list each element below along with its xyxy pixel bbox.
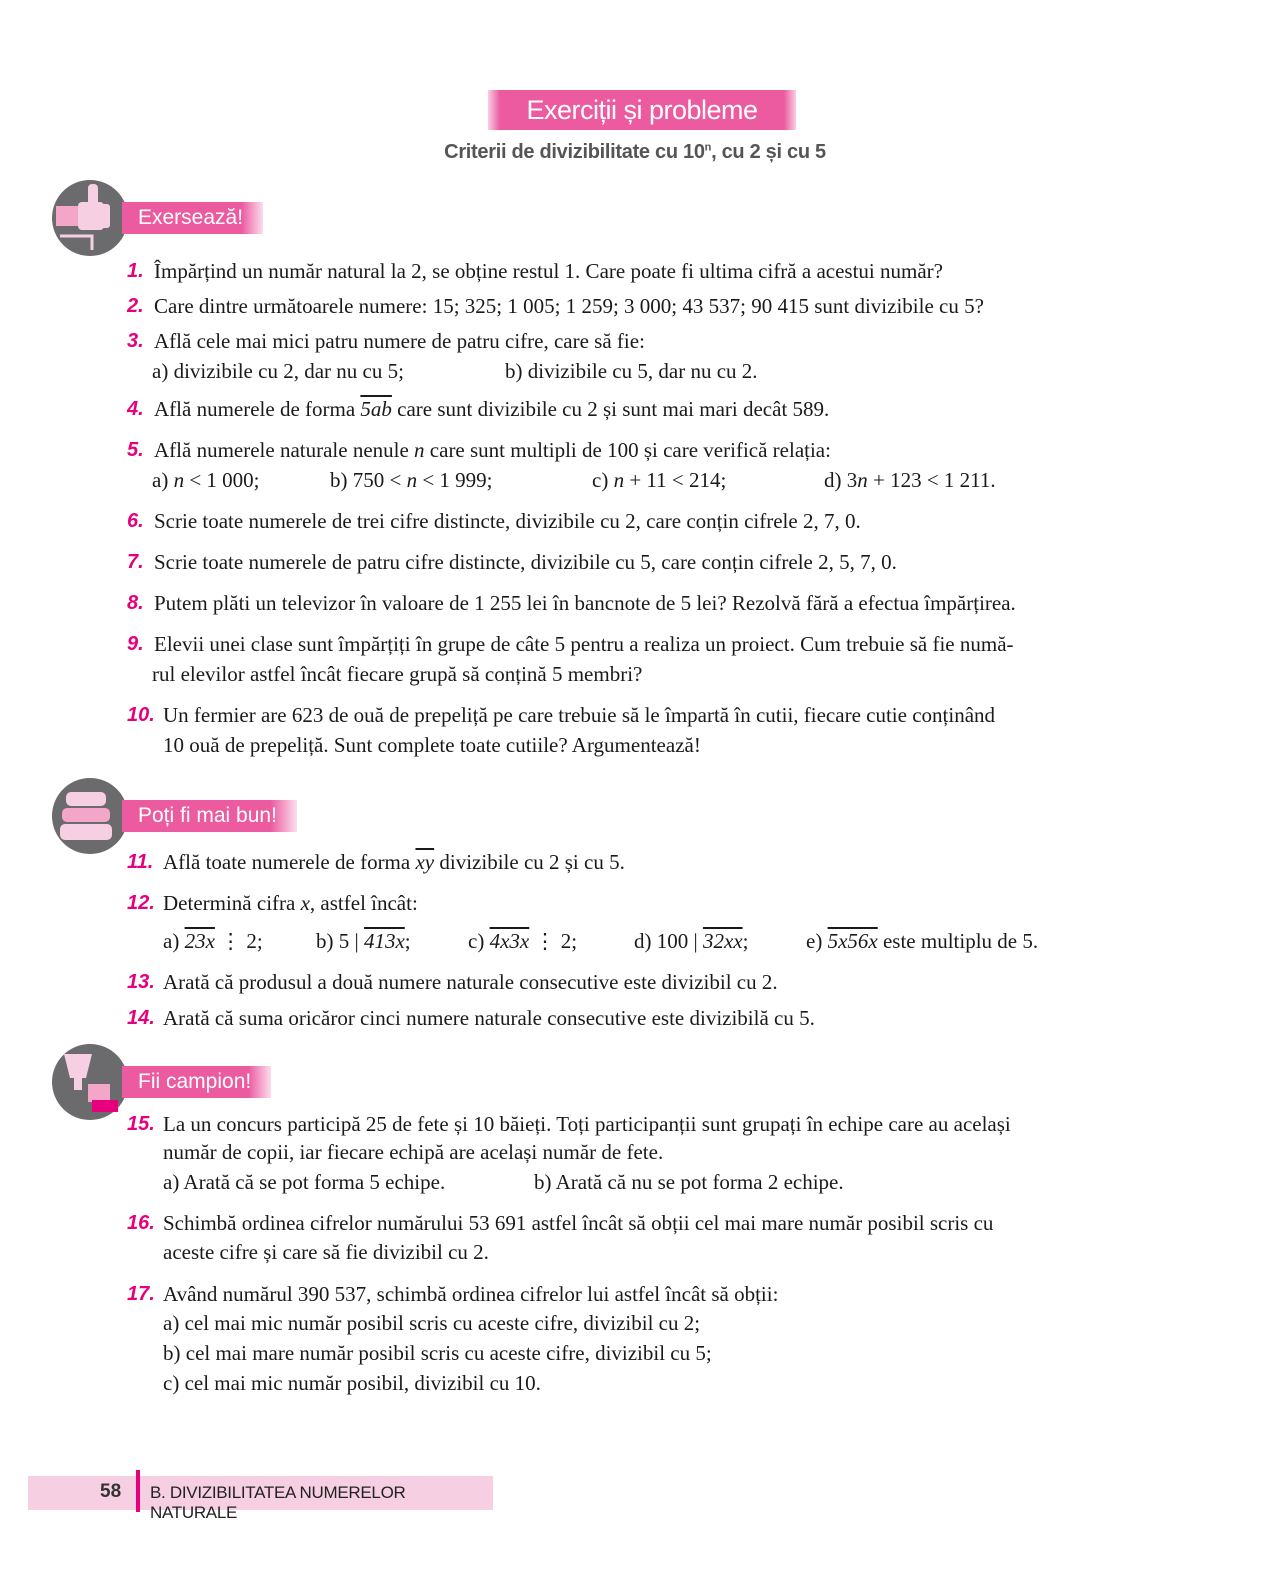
exercise-text-cell [163, 702, 995, 728]
variable: x [300, 891, 310, 915]
text-segment: Având numărul 390 537, schimbă ordinea cifrelor lui astfel încât să obții: [163, 1282, 779, 1306]
text-segment: a) [152, 468, 174, 492]
section-label: Exersează! [122, 202, 263, 234]
exercise-text-cell [163, 1139, 663, 1165]
text-segment: Determină cifra [163, 891, 301, 915]
text-segment: c) [592, 468, 614, 492]
exercise-text-cell [154, 508, 861, 534]
text-segment: ; [404, 929, 411, 953]
exercise-number: 9. [127, 633, 144, 655]
exercise-number: 7. [127, 551, 144, 573]
exercise-text-cell [154, 437, 831, 463]
exercise-number: 16. [127, 1212, 155, 1234]
exercise-part [592, 467, 726, 493]
page-title: Exerciții și probleme [488, 90, 796, 130]
exercise-number: 11. [127, 851, 154, 873]
exercise-number: 2. [127, 295, 144, 317]
text-segment: Arată că suma oricăror cinci numere naturale consecutive este divizibilă cu 5. [163, 1006, 815, 1030]
exercise-text-cell [163, 969, 778, 995]
exercise-part [634, 928, 748, 954]
text-segment: ; [742, 929, 749, 953]
exercise-part [468, 928, 577, 954]
text-segment: a) [163, 929, 185, 953]
page-subtitle [0, 141, 1270, 164]
exercise-number: 13. [127, 971, 155, 993]
text-segment: 10 ouă de prepeliță. Sunt complete toate cutiile? Argumentează! [163, 733, 701, 757]
exercise-part [505, 358, 758, 384]
exercise-text-cell [154, 396, 829, 422]
text-segment: b) Arată că nu se pot forma 2 echipe. [534, 1170, 844, 1194]
exercise-part [330, 467, 493, 493]
text-segment: ⋮ 2; [529, 929, 578, 953]
section-label: Poți fi mai bun! [122, 800, 297, 832]
text-segment: Află numerele de forma [154, 397, 361, 421]
page-footer [28, 1476, 493, 1522]
exercise-text-cell [154, 590, 1016, 616]
exercise-part [534, 1169, 844, 1195]
exercise-number: 17. [127, 1283, 155, 1305]
text-segment: b) 750 < [330, 468, 407, 492]
text-segment: La un concurs participă 25 de fete și 10 băieți. Toți participanții sunt grupați în echipe care au același [163, 1112, 1011, 1136]
overlined-number: 4x3x [489, 929, 530, 953]
text-segment: < 1 000; [184, 468, 260, 492]
text-segment: este multiplu de 5. [877, 929, 1039, 953]
subtitle-superscript: n [704, 141, 712, 154]
text-segment: Care dintre următoarele numere: 15; 325; 1 005; 1 259; 3 000; 43 537; 90 415 sunt divizibile cu 5? [154, 294, 984, 318]
text-segment: b) cel mai mare număr posibil scris cu aceste cifre, divizibil cu 5; [163, 1341, 712, 1365]
exercise-number: 15. [127, 1113, 155, 1135]
exercise-part [152, 358, 404, 384]
exercise-text-cell [163, 1281, 778, 1307]
exercise-part [824, 467, 996, 493]
text-segment: care sunt multipli de 100 și care verifică relația: [424, 438, 831, 462]
exercise-text-cell [163, 1370, 541, 1396]
text-segment: e) [806, 929, 828, 953]
exercise-text-cell [154, 293, 984, 319]
exercise-number: 5. [127, 439, 144, 461]
text-segment: rul elevilor astfel încât fiecare grupă să conțină 5 membri? [152, 662, 643, 686]
chapter-title: B. DIVIZIBILITATEA NUMERELOR NATURALE [150, 1483, 406, 1522]
text-segment: Scrie toate numerele de patru cifre distincte, divizibile cu 5, care conțin cifrele 2, 5, 7, 0. [154, 550, 897, 574]
exercise-text-cell [152, 661, 642, 687]
text-segment: Elevii unei clase sunt împărțiți în grupe de câte 5 pentru a realiza un proiect. Cum trebuie să fie numă- [154, 632, 1014, 656]
trophy-icon [52, 1044, 128, 1120]
exercise-number: 14. [127, 1007, 155, 1029]
subtitle-text: Criterii de divizibilitate cu 10 [444, 141, 705, 163]
text-segment: ⋮ 2; [214, 929, 263, 953]
exercise-part [806, 928, 1038, 954]
exercise-text-cell [163, 849, 625, 875]
text-segment: Află toate numerele de forma [163, 850, 416, 874]
text-segment: Un fermier are 623 de ouă de prepeliță pe care trebuie să le împartă în cutii, fiecare cutie conținând [163, 703, 996, 727]
exercise-number: 10. [127, 704, 155, 726]
exercise-part [316, 928, 411, 954]
text-segment: Putem plăti un televizor în valoare de 1 255 lei în bancnote de 5 lei? Rezolvă fără a efectua împărțirea. [154, 591, 1016, 615]
exercise-text-cell [154, 328, 645, 354]
variable: n [414, 438, 425, 462]
text-segment: + 11 < 214; [624, 468, 727, 492]
exercise-text-cell [163, 890, 418, 916]
text-segment: a) cel mai mic număr posibil scris cu aceste cifre, divizibil cu 2; [163, 1311, 701, 1335]
exercise-text-cell [163, 1111, 1011, 1137]
exercise-part [152, 467, 260, 493]
text-segment: d) 100 | [634, 929, 703, 953]
text-segment: a) divizibile cu 2, dar nu cu 5; [152, 359, 404, 383]
exercise-number: 3. [127, 330, 144, 352]
page-number: 58 [100, 1481, 122, 1502]
text-segment: care sunt divizibile cu 2 și sunt mai mari decât 589. [391, 397, 830, 421]
footer-divider [136, 1470, 140, 1512]
text-segment: Schimbă ordinea cifrelor numărului 53 691 astfel încât să obții cel mai mare număr posibil scris cu [163, 1211, 994, 1235]
exercise-text-cell [163, 1310, 700, 1336]
text-segment: Arată că produsul a două numere naturale consecutive este divizibil cu 2. [163, 970, 778, 994]
exercise-number: 6. [127, 510, 144, 532]
text-segment: aceste cifre și care să fie divizibil cu 2. [163, 1240, 489, 1264]
variable: n [613, 468, 625, 492]
text-segment: a) Arată că se pot forma 5 echipe. [163, 1170, 446, 1194]
text-segment: b) 5 | [316, 929, 364, 953]
text-segment: , astfel încât: [309, 891, 418, 915]
exercise-text-cell [163, 732, 701, 758]
exercise-text-cell [163, 1210, 993, 1236]
text-segment: Scrie toate numerele de trei cifre distincte, divizibile cu 2, care conțin cifrele 2, 7, 0. [154, 509, 861, 533]
variable: n [406, 468, 418, 492]
text-segment: + 123 < 1 211. [867, 468, 996, 492]
text-segment: < 1 999; [417, 468, 493, 492]
exercise-number: 8. [127, 592, 144, 614]
text-segment: b) divizibile cu 5, dar nu cu 2. [505, 359, 758, 383]
text-segment: d) 3 [824, 468, 858, 492]
text-segment: Află cele mai mici patru numere de patru cifre, care să fie: [154, 329, 645, 353]
text-segment: Împărțind un număr natural la 2, se obține restul 1. Care poate fi ultima cifră a acestui număr? [154, 259, 943, 283]
thumbs-up-icon [52, 180, 128, 256]
overlined-number: 5ab [360, 397, 392, 421]
overlined-number: 23x [184, 929, 215, 953]
exercise-number: 12. [127, 892, 155, 914]
text-segment: Află numerele naturale nenule [154, 438, 415, 462]
text-segment: divizibile cu 2 și cu 5. [434, 850, 625, 874]
overlined-number: 5x56x [827, 929, 878, 953]
exercise-part [163, 928, 263, 954]
exercise-text-cell [154, 631, 1014, 657]
exercise-text-cell [154, 258, 943, 284]
exercise-number: 4. [127, 398, 144, 420]
variable: n [857, 468, 868, 492]
exercise-text-cell [163, 1239, 489, 1265]
exercise-part [163, 1169, 445, 1195]
text-segment: c) [468, 929, 490, 953]
overlined-number: $\overline{xy}$ [415, 850, 435, 874]
text-segment: c) cel mai mic număr posibil, divizibil cu 10. [163, 1371, 541, 1395]
text-segment: număr de copii, iar fiecare echipă are același număr de fete. [163, 1140, 664, 1164]
exercise-text-cell [163, 1340, 712, 1366]
stacked-books-icon [52, 778, 128, 854]
section-label: Fii campion! [122, 1066, 271, 1098]
subtitle-text-end: , cu 2 și cu 5 [711, 141, 826, 163]
exercise-text-cell [163, 1005, 815, 1031]
exercise-number: 1. [127, 260, 144, 282]
variable: n [173, 468, 185, 492]
overlined-number: 413x [363, 929, 405, 953]
overlined-number: 32xx [702, 929, 743, 953]
exercise-text-cell [154, 549, 897, 575]
